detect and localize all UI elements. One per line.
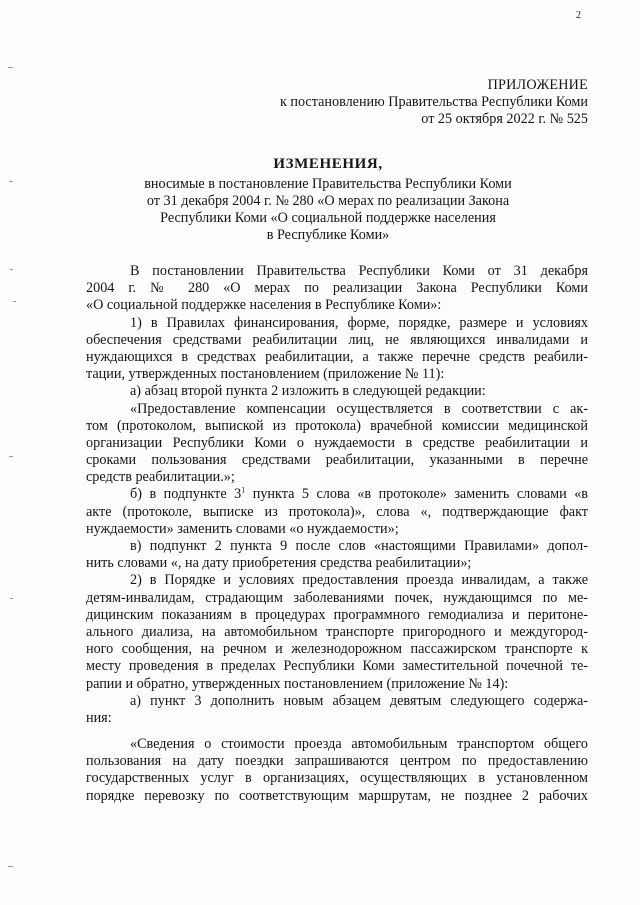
text-line: 2) в Порядке и условиях предоставления проезда инвалидам, а также: [130, 572, 588, 589]
text-line: ния:: [86, 709, 112, 726]
text-line: нить словами «, на дату приобретения средства реабилитации»;: [86, 555, 472, 572]
paragraph-preamble: [86, 263, 588, 315]
text-line: средств реабилитации.»;: [86, 469, 235, 486]
text-line: детям-инвалидам, страдающим заболеваниями почек, нуждающимся по ме-: [86, 589, 588, 606]
text-line: нуждающихся в средствах реабилитации, а также перечне средств реабили-: [86, 348, 588, 365]
appendix-date: от 25 октября 2022 г. № 525: [421, 111, 588, 127]
text-line: «Предоставление компенсации осуществляется в соответствии с ак-: [130, 400, 588, 417]
paragraph-item-2a: [86, 693, 588, 727]
document-title: ИЗМЕНЕНИЯ,: [273, 156, 383, 172]
paragraph-item-1b: [86, 486, 588, 538]
appendix-reference: к постановлению Правительства Республики Коми: [279, 94, 588, 110]
document-body: [86, 263, 588, 805]
text-fragment: б) в подпункте 3: [130, 486, 242, 503]
text-line: В постановлении Правительства Республики Коми от 31 декабря: [130, 263, 588, 279]
title-block: [90, 156, 566, 244]
paragraph-item-1a: [86, 383, 588, 400]
text-line: а) абзац второй пункта 2 изложить в следующей редакции:: [130, 383, 486, 400]
text-line: нуждаемости» заменить словами «о нуждаемости»;: [86, 520, 399, 537]
page-number: 2: [576, 10, 581, 21]
paragraph-item-1c: [86, 538, 588, 572]
text-line: месту проведения в пределах Республики Коми заместительной почечной те-: [86, 658, 588, 675]
text-line: в) подпункт 2 пункта 9 после слов «настоящими Правилами» допол-: [130, 538, 588, 554]
text-line: организации Республики Коми о нуждаемости в средстве реабилитации и: [86, 434, 588, 451]
title-line: от 31 декабря 2004 г. № 280 «О мерах по реализации Закона: [146, 193, 510, 209]
appendix-heading: ПРИЛОЖЕНИЕ: [487, 77, 588, 93]
title-line: в Республике Коми»: [266, 227, 390, 243]
appendix-block: [280, 77, 588, 128]
text-line: «Сведения о стоимости проезда автомобильным транспортом общего: [130, 736, 588, 753]
title-line: Республики Коми «О социальной поддержке населения: [160, 210, 496, 226]
text-line: ального диализа, на автомобильном транспорте пригородного и междугород-: [86, 623, 588, 640]
paragraph-quote-1: [86, 401, 588, 487]
text-line: 2004 г. № 280 «О мерах по реализации Закона Республики Коми: [86, 280, 588, 297]
paragraph-item-2: [86, 572, 588, 692]
text-line: государственных услуг в организациях, осуществляющих в установленном: [86, 770, 588, 787]
text-line: [86, 486, 588, 503]
superscript: 1: [241, 485, 246, 495]
text-line: том (протоколом, выпиской из протокола) врачебной комиссии медицинской: [86, 417, 588, 434]
text-line: акте (протоколе, выписке из протокола)», слова «, подтверждающие факт: [86, 503, 588, 520]
paragraph-quote-2: [86, 736, 588, 805]
text-line: тации, утвержденных постановлением (приложение № 11):: [86, 366, 445, 383]
text-line: а) пункт 3 дополнить новым абзацем девятым следующего содержа-: [130, 692, 588, 709]
text-line: пользования на дату поездки запрашиваются центром по предоставлению: [86, 753, 588, 770]
text-line: «О социальной поддержке населения в Республике Коми»:: [86, 297, 442, 314]
text-line: сроками пользования средствами реабилитации, указанными в перечне: [86, 452, 588, 469]
text-line: рапии и обратно, утвержденных постановлением (приложение № 14):: [86, 675, 509, 692]
text-line: 1) в Правилах финансирования, форме, порядке, размере и условиях: [130, 314, 588, 331]
title-line: вносимые в постановление Правительства Республики Коми: [144, 176, 512, 192]
text-line: обеспечения средствами реабилитации лиц, не являющихся инвалидами и: [86, 331, 588, 348]
paragraph-item-1: [86, 315, 588, 384]
text-line: ного сообщения, на речном и железнодорожном пассажирском транспорте к: [86, 641, 588, 658]
text-line: порядке перевозку по соответствующим маршрутам, не позднее 2 рабочих: [86, 787, 588, 804]
text-fragment: пункта 5 слова «в протоколе» заменить словами «в: [245, 486, 589, 503]
text-line: дицинским показаниям в процедурах программного гемодиализа и перитоне-: [86, 606, 588, 623]
